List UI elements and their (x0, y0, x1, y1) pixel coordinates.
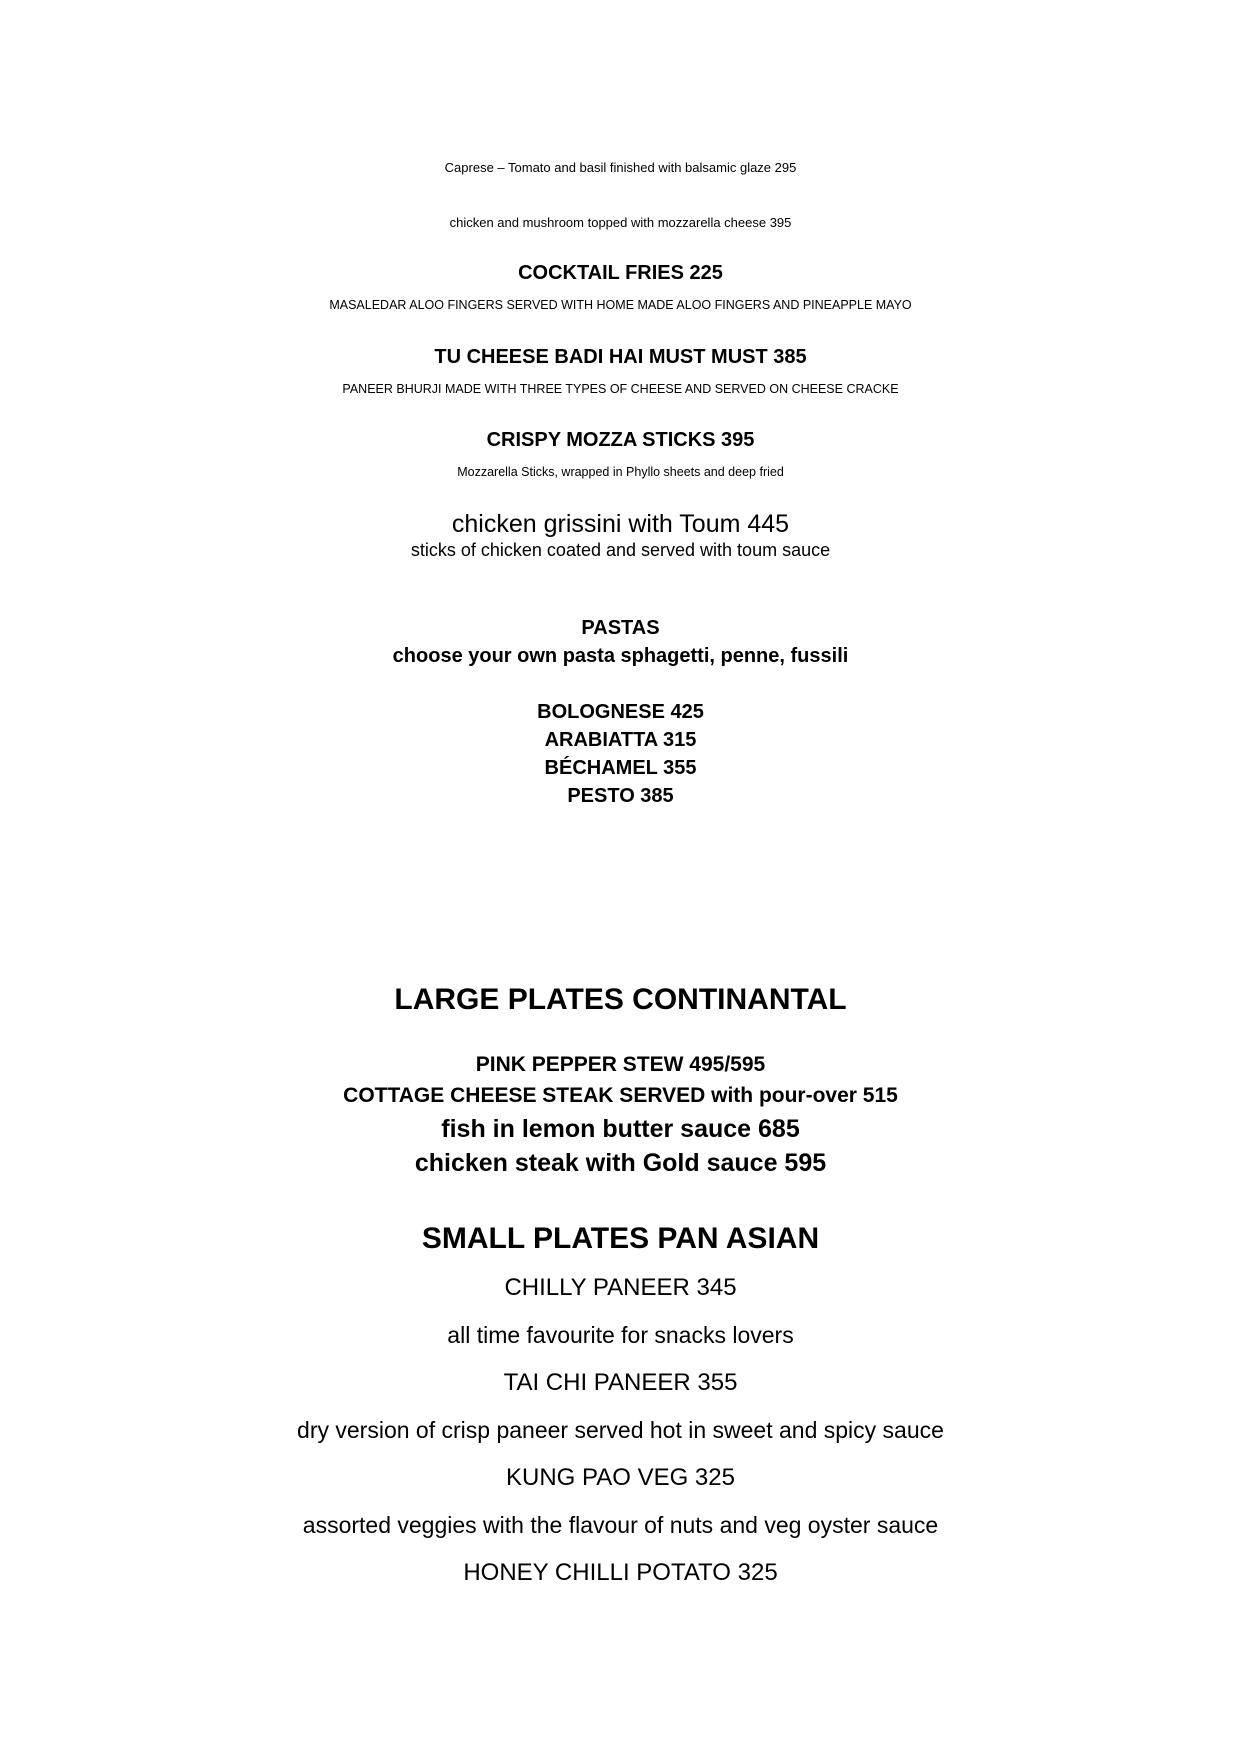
pasta-item: ARABIATTA 315 (544, 729, 697, 751)
grissini-title: chicken grissini with Toum 445 (451, 510, 790, 538)
small-plate-line: assorted veggies with the flavour of nuts and veg oyster sauce (302, 1512, 939, 1538)
cocktail-fries-description: MASALEDAR ALOO FINGERS SERVED WITH HOME MADE ALOO FINGERS AND PINEAPPLE MAYO (329, 298, 912, 312)
tu-cheese-description: PANEER BHURJI MADE WITH THREE TYPES OF CHEESE AND SERVED ON CHEESE CRACKE (342, 382, 899, 396)
cocktail-fries-title: COCKTAIL FRIES 225 (518, 262, 723, 284)
large-plates-heading: LARGE PLATES CONTINANTAL (394, 983, 847, 1016)
mozza-sticks-description: Mozzarella Sticks, wrapped in Phyllo sheets and deep fried (457, 465, 784, 479)
small-plate-line: KUNG PAO VEG 325 (506, 1464, 735, 1491)
pastas-subheading: choose your own pasta sphagetti, penne, fussili (392, 645, 849, 667)
tu-cheese-title: TU CHEESE BADI HAI MUST MUST 385 (434, 346, 807, 368)
large-plate-item: chicken steak with Gold sauce 595 (414, 1149, 827, 1177)
grissini-description: sticks of chicken coated and served with toum sauce (410, 540, 831, 560)
small-plate-line: HONEY CHILLI POTATO 325 (463, 1559, 778, 1586)
mozza-sticks-title: CRISPY MOZZA STICKS 395 (486, 429, 755, 451)
small-plates-heading: SMALL PLATES PAN ASIAN (421, 1222, 820, 1255)
large-plate-item: COTTAGE CHEESE STEAK SERVED with pour-over 515 (343, 1084, 898, 1107)
caprese-item: Caprese – Tomato and basil finished with balsamic glaze 295 (444, 160, 797, 175)
small-plate-line: all time favourite for snacks lovers (447, 1322, 794, 1348)
large-plate-item: fish in lemon butter sauce 685 (441, 1115, 800, 1143)
pasta-item: BÉCHAMEL 355 (544, 757, 697, 779)
small-plate-line: TAI CHI PANEER 355 (503, 1369, 738, 1396)
small-plate-line: CHILLY PANEER 345 (504, 1274, 737, 1301)
small-plate-line: dry version of crisp paneer served hot in sweet and spicy sauce (297, 1417, 944, 1443)
pasta-item: PESTO 385 (567, 785, 674, 807)
chicken-mushroom-item: chicken and mushroom topped with mozzarella cheese 395 (449, 215, 792, 230)
large-plate-item: PINK PEPPER STEW 495/595 (475, 1053, 766, 1076)
pastas-heading: PASTAS (581, 617, 660, 639)
pasta-item: BOLOGNESE 425 (537, 701, 704, 723)
